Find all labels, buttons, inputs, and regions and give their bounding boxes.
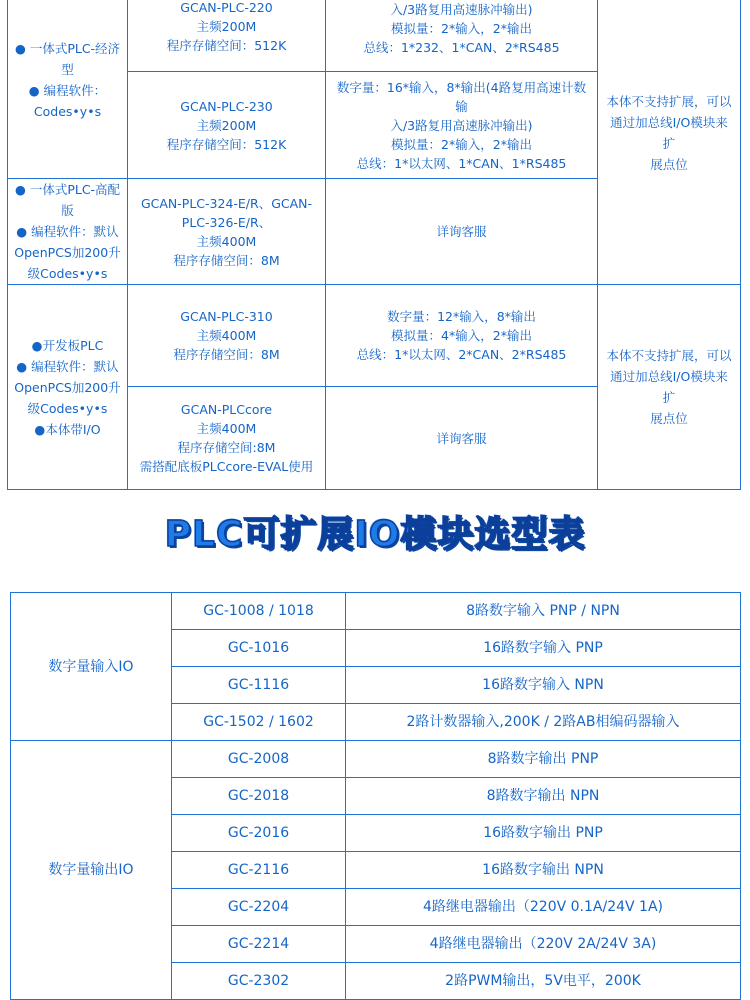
plc-category-cell: ● 一体式PLC-高配 版 ● 编程软件：默认 OpenPCS加200升 级Codes•y•s xyxy=(8,179,128,285)
plc-io-cell: 详询客服 xyxy=(326,387,598,490)
table-row xyxy=(11,741,741,778)
io-desc-cell: 8路数字输出 NPN xyxy=(346,778,741,815)
io-model-cell: GC-2016 xyxy=(172,815,346,852)
plc-selection-table xyxy=(7,0,741,490)
io-model-cell: GC-2302 xyxy=(172,963,346,1000)
io-desc-cell: 4路继电器输出（220V 2A/24V 3A) xyxy=(346,926,741,963)
plc-expansion-note-cell: 本体不支持扩展，可以 通过加总线I/O模块来扩 展点位 xyxy=(598,285,741,490)
io-model-cell: GC-2214 xyxy=(172,926,346,963)
io-model-cell: GC-2116 xyxy=(172,852,346,889)
io-desc-cell: 4路继电器输出（220V 0.1A/24V 1A) xyxy=(346,889,741,926)
plc-model-cell: GCAN-PLC-220 主频200M 程序存储空间：512K xyxy=(128,0,326,72)
plc-io-cell: 数字量：12*输入，8*输出 模拟量：4*输入，2*输出 总线：1*以太网、2*CAN、2*RS485 xyxy=(326,285,598,387)
plc-model-cell: GCAN-PLC-324-E/R、GCAN- PLC-326-E/R、 主频400M 程序存储空间：8M xyxy=(128,179,326,285)
io-desc-cell: 8路数字输出 PNP xyxy=(346,741,741,778)
plc-io-cell: 详询客服 xyxy=(326,179,598,285)
plc-expansion-note-cell: 本体不支持扩展，可以 通过加总线I/O模块来扩 展点位 xyxy=(598,0,741,285)
io-module-table xyxy=(10,592,741,1000)
io-model-cell: GC-2008 xyxy=(172,741,346,778)
io-desc-cell: 2路PWM输出，5V电平，200K xyxy=(346,963,741,1000)
io-model-cell: GC-1116 xyxy=(172,667,346,704)
io-model-cell: GC-2018 xyxy=(172,778,346,815)
io-desc-cell: 16路数字输出 NPN xyxy=(346,852,741,889)
section-banner-title: PLC可扩展IO模块选型表 xyxy=(164,514,586,555)
io-desc-cell: 16路数字输出 PNP xyxy=(346,815,741,852)
io-model-cell: GC-1008 / 1018 xyxy=(172,593,346,630)
io-category-cell: 数字量输出IO xyxy=(11,741,172,1000)
plc-model-cell: GCAN-PLC-310 主频400M 程序存储空间：8M xyxy=(128,285,326,387)
io-desc-cell: 16路数字输入 PNP xyxy=(346,630,741,667)
io-desc-cell: 2路计数器输入,200K / 2路AB相编码器输入 xyxy=(346,704,741,741)
io-desc-cell: 8路数字输入 PNP / NPN xyxy=(346,593,741,630)
io-model-cell: GC-1502 / 1602 xyxy=(172,704,346,741)
io-model-cell: GC-2204 xyxy=(172,889,346,926)
plc-model-cell: GCAN-PLC-230 主频200M 程序存储空间：512K xyxy=(128,72,326,179)
table-row xyxy=(8,0,741,72)
plc-io-cell: 入/3路复用高速脉冲输出) 模拟量：2*输入，2*输出 总线：1*232、1*CAN、2*RS485 xyxy=(326,0,598,72)
io-model-cell: GC-1016 xyxy=(172,630,346,667)
plc-category-cell: ● 一体式PLC-经济 型 ● 编程软件： Codes•y•s xyxy=(8,0,128,179)
plc-category-cell: ●开发板PLC ● 编程软件：默认 OpenPCS加200升 级Codes•y•s ●本体带I/O xyxy=(8,285,128,490)
io-category-cell: 数字量输入IO xyxy=(11,593,172,741)
table-row xyxy=(11,593,741,630)
table-row xyxy=(8,285,741,387)
io-desc-cell: 16路数字输入 NPN xyxy=(346,667,741,704)
plc-model-cell: GCAN-PLCcore 主频400M 程序存储空间:8M 需搭配底板PLCcore-EVAL使用 xyxy=(128,387,326,490)
plc-io-cell: 数字量：16*输入，8*输出(4路复用高速计数输 入/3路复用高速脉冲输出) 模拟量：2*输入，2*输出 总线：1*以太网、1*CAN、1*RS485 xyxy=(326,72,598,179)
